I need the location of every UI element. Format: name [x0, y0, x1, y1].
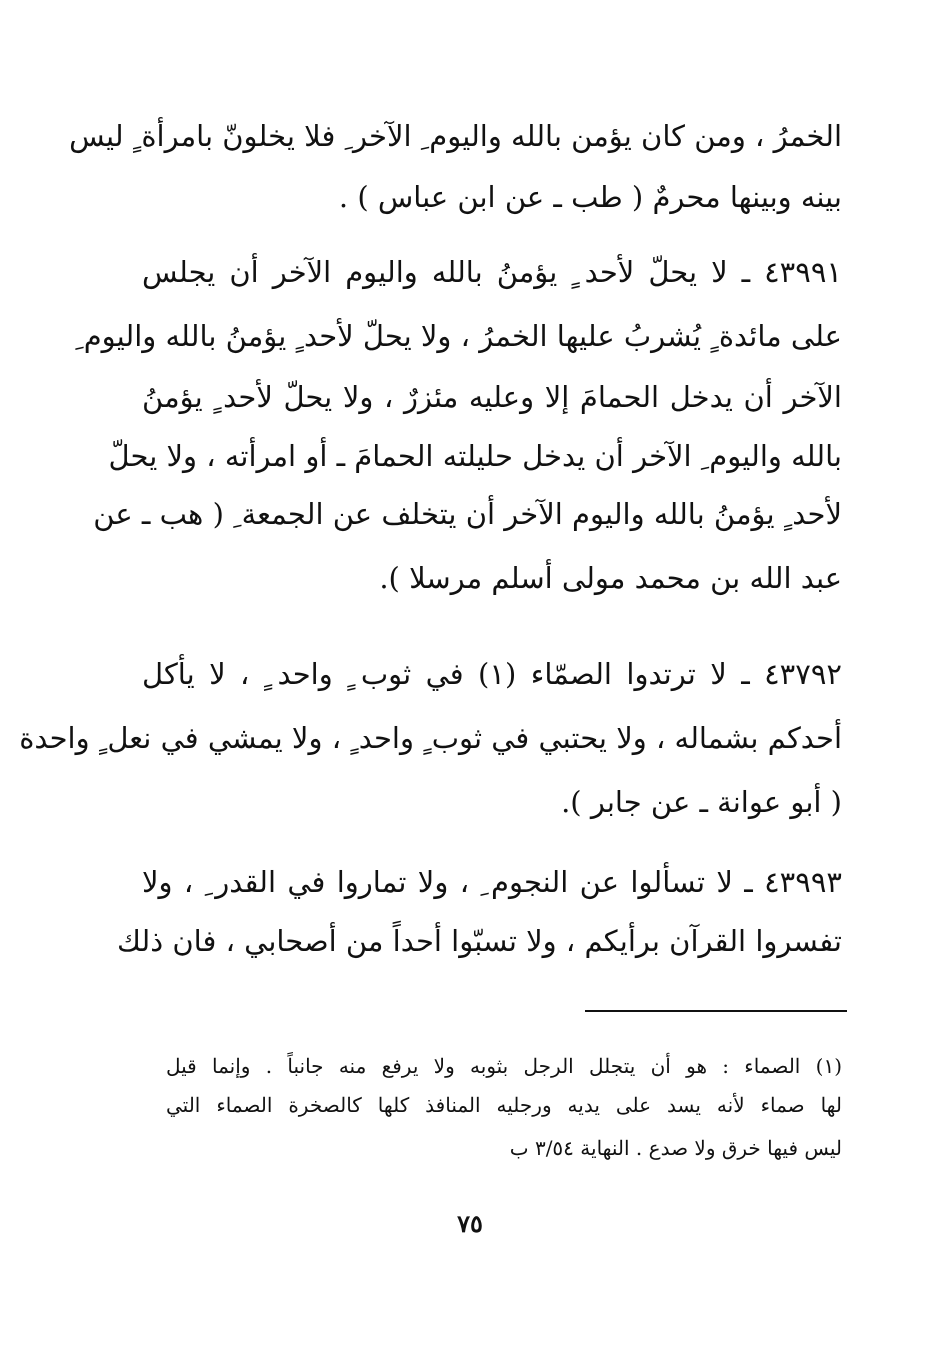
text-line: تفسروا القرآن برأيكم ، ولا تسبّوا أحداً من أصحابي ، فان ذلك [116, 924, 842, 958]
text-line: أحدكم بشماله ، ولا يحتبي في ثوب ٍ واحد ٍ ، ولا يمشي في نعل ٍ واحدة [19, 721, 842, 755]
text-line: الخمرُ ، ومن كان يؤمن بالله واليوم ِ الآخر ِ فلا يخلونّ بامرأة ٍ ليس [69, 119, 842, 153]
text-line: بينه وبينها محرمٌ ( طب ـ عن ابن عباس ) . [338, 180, 842, 214]
text-line: على مائدة ٍ يُشربُ عليها الخمرُ ، ولا يحلّ لأحد ٍ يؤمنُ بالله واليوم ِ [75, 319, 842, 353]
hadith-43792-opening-line: ٤٣٧٩٢ ـ لا ترتدوا الصمّاء (١) في ثوب ٍ واحد ٍ ، لا يأكل [142, 657, 842, 691]
footnote-separator [585, 1010, 847, 1012]
footnote-line: (١) الصماء : هو أن يتجلل الرجل بثوبه ولا يرفع منه جانباً . وإنما قيل [166, 1054, 842, 1078]
hadith-43791-opening-line: ٤٣٩٩١ ـ لا يحلّ لأحد ٍ يؤمنُ بالله واليوم الآخر أن يجلس [142, 255, 842, 289]
text-line: لأحد ٍ يؤمنُ بالله واليوم الآخر أن يتخلف عن الجمعة ِ ( هب ـ عن [93, 497, 842, 531]
text-line: عبد الله بن محمد مولى أسلم مرسلا ). [379, 561, 842, 595]
hadith-43793-opening-line: ٤٣٩٩٣ ـ لا تسألوا عن النجوم ِ ، ولا تماروا في القدر ِ ، ولا [142, 865, 842, 899]
page-number: ٧٥ [457, 1209, 483, 1238]
text-line: الآخر أن يدخل الحمامَ إلا وعليه مئزرٌ ، ولا يحلّ لأحد ٍ يؤمنُ [142, 380, 842, 414]
text-line: ( أبو عوانة ـ عن جابر ). [561, 785, 842, 819]
footnote-line: لها صماء لأنه يسد على يديه ورجليه المنافذ كلها كالصخرة الصماء التي [166, 1093, 842, 1117]
footnote-line: ليس فيها خرق ولا صدع . النهاية ٣/٥٤ ب [509, 1136, 842, 1160]
text-line: بالله واليوم ِ الآخر أن يدخل حليلته الحمامَ ـ أو امرأته ، ولا يحلّ [108, 439, 842, 473]
